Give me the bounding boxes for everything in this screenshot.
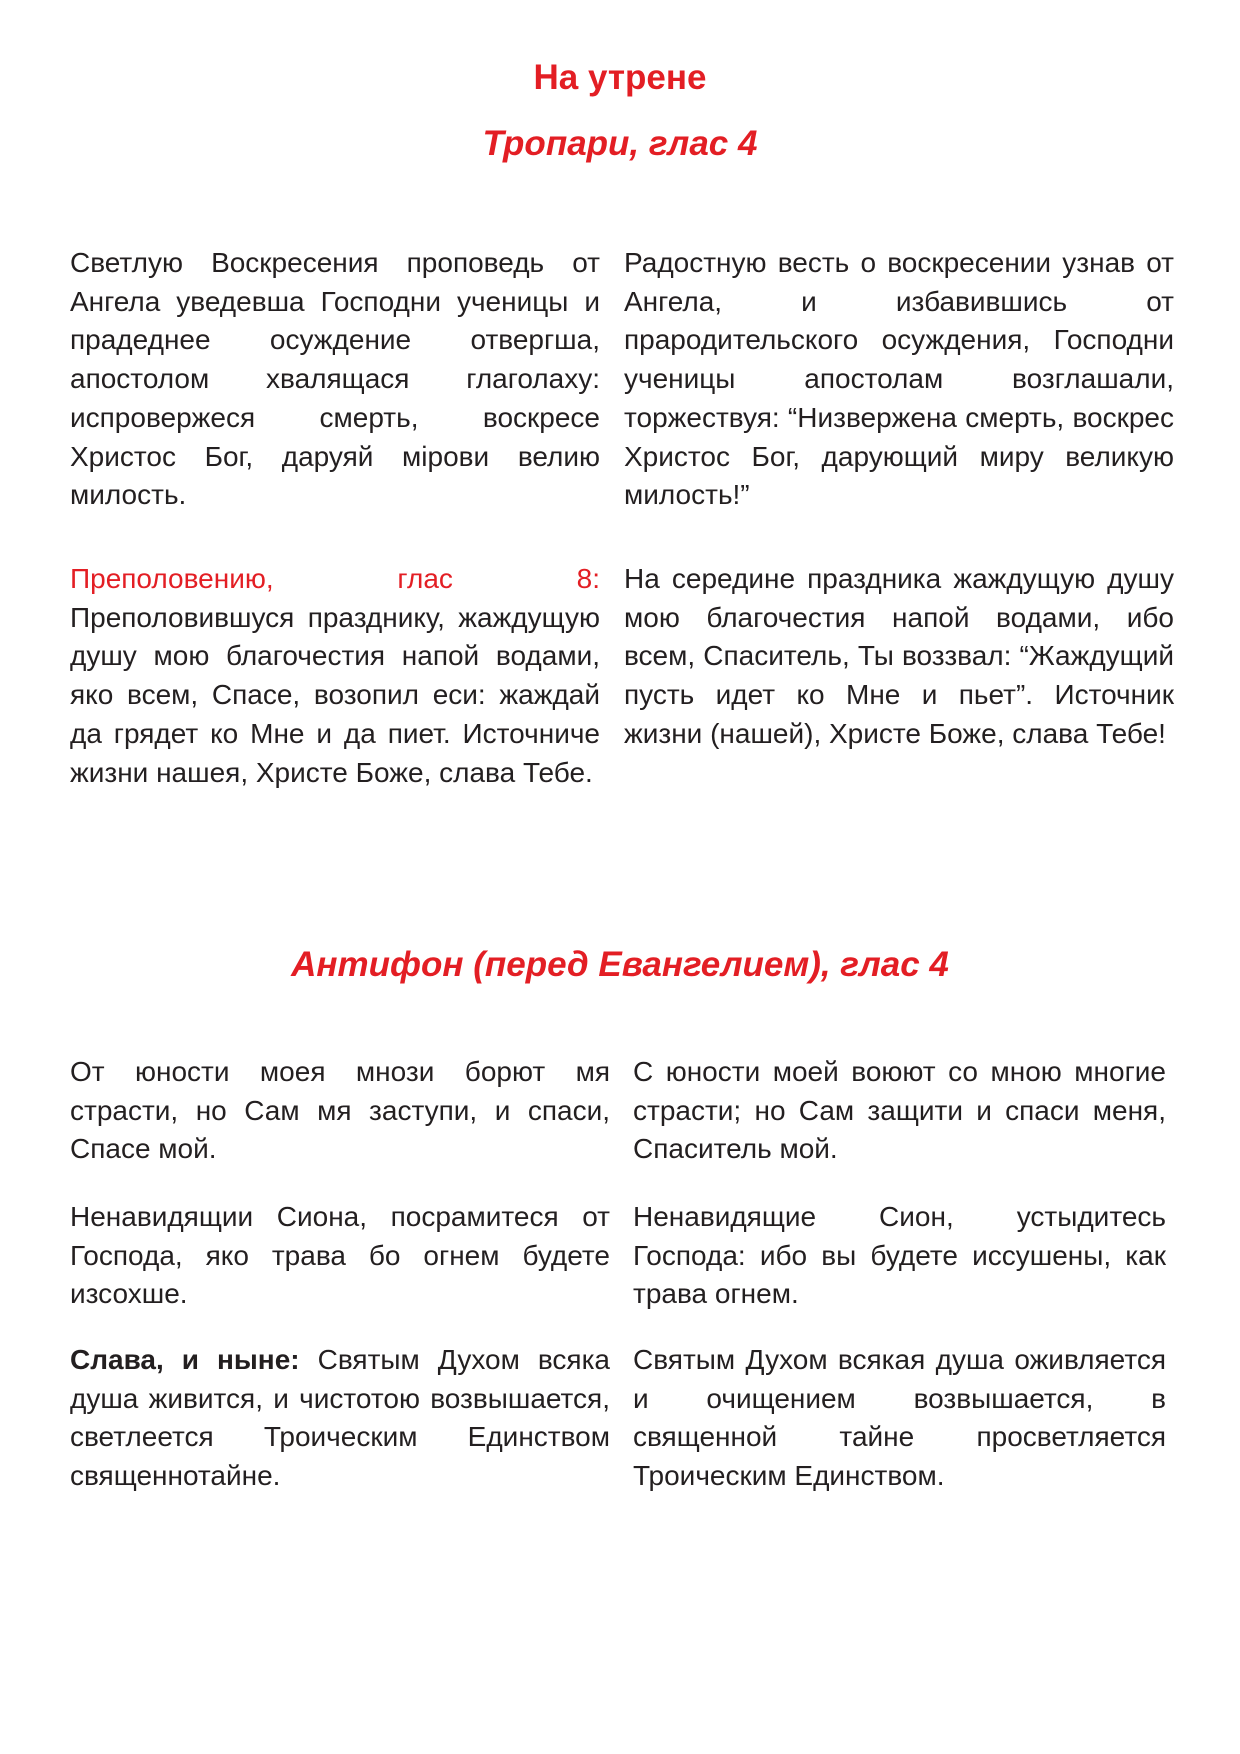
troparion2-label: Преполовению, глас 8: bbox=[70, 563, 600, 594]
glory-label: Слава, и ныне: bbox=[70, 1344, 300, 1375]
antiphon2-russian: Ненавидящие Сион, устыдитесь Господа: ибо вы будете иссушены, как трава огнем. bbox=[633, 1201, 1166, 1310]
heading-antiphon: Антифон (перед Евангелием), глас 4 bbox=[291, 945, 949, 984]
troparion2-russian: На середине праздника жаждущую душу мою благочестия напой водами, ибо всем, Спаситель, Ты воззвал: “Жаждущий пусть идет ко Мне и пьет”. Источник жизни (нашей), Христе Боже, слава Тебе! bbox=[624, 563, 1174, 749]
antiphon3-slavonic: Святым Духом всяка душа живится, и чистотою возвышается, светлеется Троическим Единством священнотайне. bbox=[70, 1344, 611, 1492]
antiphon1-russian: С юности моей воюют со мною многие страсти; но Сам защити и спаси меня, Спаситель мой. bbox=[633, 1056, 1166, 1165]
troparion1-russian: Радостную весть о воскресении узнав от Ангела, и избавившись от прародительского осуждения, Господни ученицы апостолам возглашали, торжествуя: “Низвержена смерть, воскрес Христос Бог, дарующий миру великую милость!” bbox=[624, 247, 1174, 511]
heading-matins: На утрене bbox=[533, 58, 707, 97]
antiphon3-russian: Святым Духом всякая душа оживляется и очищением возвышается, в священной тайне просветляется Троическим Единством. bbox=[633, 1344, 1166, 1492]
antiphon2-slavonic: Ненавидящии Сиона, посрамитеся от Господа, яко трава бо огнем будете изсохше. bbox=[70, 1201, 610, 1310]
heading-troparia: Тропари, глас 4 bbox=[482, 124, 758, 163]
troparion2-slavonic-block bbox=[70, 560, 600, 792]
troparion2-slavonic: Преполовившуся празднику, жаждущую душу мою благочестия напой водами, яко всем, Спасе, возопил еси: жаждай да грядет ко Мне и да пиет. Источниче жизни нашея, Христе Боже, слава Тебе. bbox=[70, 601, 600, 788]
antiphon3-slavonic-block bbox=[70, 1341, 610, 1496]
antiphon1-slavonic: От юности моея мнози борют мя страсти, но Сам мя заступи, и спаси, Спасе мой. bbox=[70, 1056, 610, 1165]
troparion1-slavonic: Светлую Воскресения проповедь от Ангела уведевша Господни ученицы и прадеднее осуждение отвергша, апостолом хвалящася глаголаху: испровержеся смерть, воскресе Христос Бог, даруяй мірови велию милость. bbox=[70, 247, 600, 511]
